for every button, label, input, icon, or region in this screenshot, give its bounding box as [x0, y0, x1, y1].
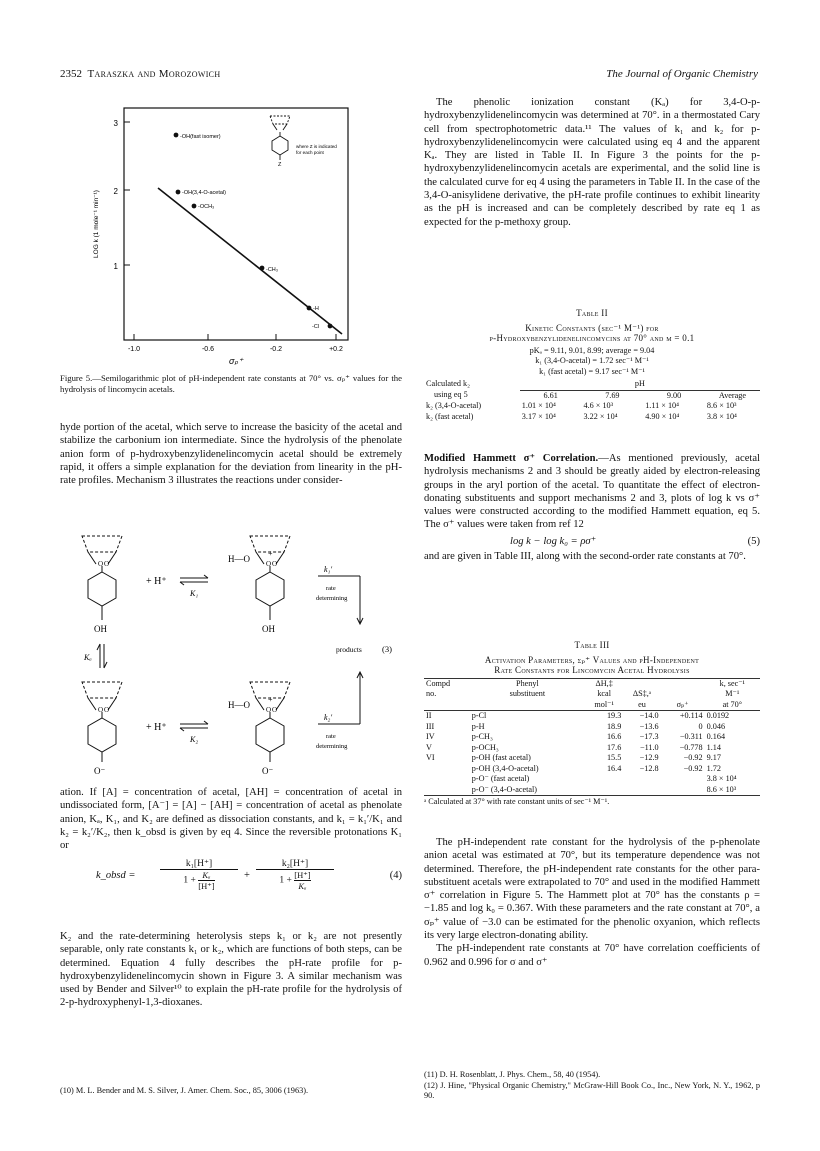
table-row: V p-OCH₃ 17.6 −11.0 −0.778 1.14 [426, 742, 721, 752]
table-row: p-OH (3,4-O-acetal) 16.4 −12.8 −0.92 1.72 [471, 763, 721, 773]
table-2: Table II Kinetic Constants (sec⁻¹ M⁻¹) for p-Hydroxybenzylidenelincomycins at 70° and μ = 0.1 pKₐ = 9.11, 9.01, 8.99; average = 9.04 k₁ (3,4-O-acetal) = 1.72 sec⁻¹ M⁻¹ k₁ (fast acetal) = 9.17 sec⁻¹ M⁻¹ Calculated k₂ pH using eq 5 6.61 7.69 9.00 Average k₂ (3,4-O-acetal) 1.01 × 10⁴ 4.6 × 10³ 1.11 × 10⁴ 8.6 × 10³ k₂ (fast acetal) 3.17 × 10⁴ 3.22 × 10⁴ 4.90 × 10⁴ 3.8 × 10⁴ [424, 308, 760, 422]
table-row: II p-Cl 19.3 −14.0 +0.114 0.0192 [426, 711, 730, 720]
point-label: -Cl [312, 324, 320, 330]
k2-prime: k₂′ [324, 713, 333, 722]
determining-label: determining [316, 743, 348, 750]
regression-line [158, 188, 342, 334]
o-minus-label: O⁻ [94, 766, 106, 776]
equation-4: k_obsd = k₁[H⁺] 1 + $\frac{\text{Kₐ}}{[H^+]}$ + k₂[H⁺] 1 + $\frac{[H^+]}{\text{Kₐ}}$ (4) [96, 859, 402, 891]
authors: Taraszka and Morozowich [87, 68, 221, 80]
equation-5: log k − log k₀ = ρσ⁺ (5) [510, 535, 760, 547]
oh-label: OH [262, 624, 275, 634]
paragraph: The pH-independent rate constant for the hydrolysis of the p-phenolate anion acetal was estimated at 70°, but its temperature dependence was not determined. Therefore, the pH-independent rate constants for the other para-substituent acetals were extrapolated to 70° and used in the modified Hammett σ⁺ correlation in Figure 5. The Hammett plot at 70° has the constants ρ = −1.85 and log k₀ = 0.367. With these parameters and the rate constant at 70°, a σₚ⁺ value of −3.0 can be estimated for the phenolic oxyanion, which reflects its very large electron-donating ability. [424, 837, 760, 942]
protonated-o: H—O [228, 700, 250, 710]
footnote-10: (10) M. L. Bender and M. S. Silver, J. Amer. Chem. Soc., 85, 3006 (1963). [60, 1086, 309, 1095]
table-title: p-Hydroxybenzylidenelincomycins at 70° and μ = 0.1 [489, 333, 695, 343]
page-number: 2352 [60, 68, 82, 80]
y-tick: 3 [113, 119, 118, 128]
right-column-middle: Modified Hammett σ⁺ Correlation.—As mentioned previously, acetal hydrolysis mechanisms 2 and 3 should be greatly aided by electron-releasing groups in the aryl portion of the acetal. To quantitate the effect of electron-donating substituents and support mechanisms 2 and 3, plots of log k vs σ⁺ values were constructed according to the modified Hammett equation, eq 5. The σ⁺ values were taken from ref 12 log k − log k₀ = ρσ⁺ (5) and are given in Table III, along with the second-order rate constants at 70°. [424, 453, 760, 562]
x-tick: -0.6 [201, 346, 215, 353]
table-label: Table II [576, 308, 608, 318]
table-row: VI p-OH (fast acetal) 15.5 −12.9 −0.92 9.17 [426, 753, 721, 762]
table-title: Rate Constants for Lincomycin Acetal Hydrolysis [494, 665, 690, 675]
table-row: IV p-CH₃ 16.6 −17.3 −0.311 0.164 [426, 732, 726, 741]
eq4-lhs: k_obsd = [96, 870, 136, 881]
point-cl [328, 324, 333, 329]
svg-text:O: O [266, 706, 272, 714]
table-title: Activation Parameters, σₚ⁺ Values and pH-Independent [484, 654, 700, 665]
footnote-11: (11) D. H. Rosenblatt, J. Phys. Chem., 58, 40 (1954). [424, 1070, 601, 1079]
y-axis-label: LOG k (1 mole⁻¹ min⁻¹) [93, 190, 100, 258]
positive-charge: + [268, 549, 273, 558]
figure-caption: Figure 5.—Semilogarithmic plot of pH-independent rate constants at 70° vs. σₚ⁺ values for the hydrolysis of lincomycin acetals. [60, 373, 402, 394]
products-label: products [336, 645, 362, 654]
x-tick: -1.0 [127, 346, 141, 353]
figure-5-plot [84, 96, 384, 366]
x-tick: +0.2 [329, 346, 343, 353]
point-label: -OCH₃ [198, 204, 215, 210]
svg-text:O: O [272, 560, 278, 568]
svg-text:O: O [104, 560, 110, 568]
rate-label: rate [326, 585, 336, 592]
rate-label: rate [326, 733, 336, 740]
left-column-upper [60, 421, 402, 487]
inset-z: Z [278, 162, 282, 168]
table-row: k₂ (fast acetal) 3.17 × 10⁴ 3.22 × 10⁴ 4.90 × 10⁴ 3.8 × 10⁴ [426, 411, 737, 421]
plus-proton: + H⁺ [146, 722, 167, 733]
point-ch3 [260, 266, 265, 271]
y-tick: 2 [113, 187, 118, 196]
table-title: Kinetic Constants (sec⁻¹ M⁻¹) for [525, 322, 659, 333]
point-label: -OH(3,4-O-acetal) [182, 190, 227, 196]
left-column-middle [60, 786, 402, 852]
journal-name: The Journal of Organic Chemistry [606, 68, 758, 80]
table-footnote: ᵃ Calculated at 37° with rate constant units of sec⁻¹ M⁻¹. [424, 797, 610, 806]
protonated-o: H—O [228, 554, 250, 564]
eq4-numerator-1: k₁[H⁺] [160, 858, 238, 870]
k2-label: K₂ [190, 735, 199, 744]
section-heading: Modified Hammett σ⁺ Correlation. [424, 453, 599, 464]
point-och3 [192, 204, 197, 209]
positive-charge: + [268, 695, 273, 704]
svg-text:O: O [266, 560, 272, 568]
svg-text:O: O [98, 706, 104, 714]
table-header: Compd no. Phenyl substituent ΔH,‡ kcal mol⁻¹ ΔS‡,ᵃ eu σₚ⁺ k, sec⁻¹ M⁻¹ at 70° [424, 678, 760, 711]
o-minus-label: O⁻ [262, 766, 274, 776]
plus-proton: + H⁺ [146, 576, 167, 587]
table-row: p-O⁻ (3,4-O-acetal) 8.6 × 10³ [471, 784, 737, 794]
inset-note: where Z is indicated [296, 144, 337, 149]
table-3 [424, 640, 760, 808]
paragraph: hyde portion of the acetal, which serve to increase the basicity of the acetal and stabilize the carbonium ion intermediate. Since the hydrolysis of the phenolate anion form of p-hydroxybenzylidenelincomycin acetal should be extremely rapid, it offers a simple explanation for the deviation from linearity in the pH-rate profiles. Mechanism 3 illustrates the reactions under consider- [60, 422, 402, 487]
point-label: -CH₃ [266, 267, 279, 273]
ka-label: Kₐ [84, 653, 92, 662]
point-label: -OH(fast isomer) [180, 134, 221, 140]
table-row: p-O⁻ (fast acetal) 3.8 × 10⁴ [471, 774, 737, 783]
svg-text:O: O [272, 706, 278, 714]
point-h [307, 306, 312, 311]
paragraph: ation. If [A] = concentration of acetal, [AH] = concentration of acetal in undissociated form, [A⁻] = [A] − [AH] = concentration of acetal as phenolate anion, Kₐ, K₁, and K₂ are defined as dissociation constants, and k₁ = k₁′/K₁ and k₂ = k₂′/K₂, then k_obsd is given by eq 4. Since the reversible protonations K₁ or [60, 787, 402, 852]
table-3-body [424, 711, 760, 796]
right-column-upper [424, 96, 760, 229]
table-label: Table III [574, 640, 610, 650]
paragraph: The phenolic ionization constant (Kₐ) for 3,4-O-p-hydroxybenzylidenelincomycin was determined at 70°. in a thermostated Cary cell from spectrophotometric data.¹¹ The values of k₁ and k₂ for p-hydroxybenzylidenelincomycin were calculated using eq 4 and the apparent Kₐ. They are listed in Table II. In Figure 3 the points for the p-hydroxybenzylidenelincomycin acetals are experimental, and the solid line is the calculated curve for eq 4 using the parameters in Table II. In the case of the 3,4-O-anisylidene derivative, the pH-rate profile continues to exhibit linearity as the pH is increased and can be completely described by rate eq 1 as expected for the p-methoxy group. [424, 97, 760, 228]
inset-structure-icon [270, 116, 290, 160]
footnotes-right [424, 1070, 760, 1102]
oh-label: OH [94, 624, 107, 634]
y-tick: 1 [113, 262, 118, 271]
paragraph: The pH-independent rate constants at 70° have correlation coefficients of 0.962 and 0.996 for σ and σ⁺ [424, 943, 760, 968]
k1-prime: k₁′ [324, 565, 333, 574]
table-row: III p-H 18.9 −13.6 0 0.046 [426, 721, 726, 731]
point-oh-fast [174, 133, 179, 138]
footnote-12: (12) J. Hine, "Physical Organic Chemistry," McGraw-Hill Book Co., Inc., New York, N. Y., 1962, p 90. [424, 1080, 760, 1100]
point-label: -H [313, 306, 319, 312]
svg-text:O: O [104, 706, 110, 714]
right-column-lower [424, 836, 760, 969]
eq4-number: (4) [389, 870, 402, 881]
svg-text:O: O [98, 560, 104, 568]
paragraph: K₂ and the rate-determining heterolysis steps k₁ or k₂ are not presently separable, only rate constants k₁ or k₂, which are functions of both steps, can be determined. Equation 4 fully describes the pH-rate profile for p-hydroxybenzylidenelincomycin shown in Figure 3. A similar mechanism was used by Bender and Silver¹⁰ to explain the pH-rate profile for the hydrolysis of 2-p-hydroxyphenyl-1,3-dioxanes. [60, 931, 402, 1009]
equation-number: (3) [382, 644, 392, 654]
x-axis-label: σₚ⁺ [228, 356, 244, 366]
paragraph: and are given in Table III, along with the second-order rate constants at 70°. [424, 550, 746, 562]
inset-note: for each point [296, 150, 324, 155]
table-2-grid: Calculated k₂ pH using eq 5 6.61 7.69 9.00 Average k₂ (3,4-O-acetal) 1.01 × 10⁴ 4.6 × 10³ 1.11 × 10⁴ 8.6 × 10³ k₂ (fast acetal) 3.17 × 10⁴ 3.22 × 10⁴ 4.90 × 10⁴ 3.8 × 10⁴ [424, 379, 760, 422]
determining-label: determining [316, 595, 348, 602]
mechanism-3-scheme [60, 532, 402, 777]
k1-label: K₁ [190, 589, 199, 598]
left-column-lower [60, 930, 402, 1010]
point-oh-acetal [176, 190, 181, 195]
eq4-numerator-2: k₂[H⁺] [256, 858, 334, 870]
table-row: k₂ (3,4-O-acetal) 1.01 × 10⁴ 4.6 × 10³ 1.11 × 10⁴ 8.6 × 10³ [426, 401, 737, 410]
table-3-grid [424, 678, 760, 797]
x-tick: -0.2 [269, 346, 283, 353]
